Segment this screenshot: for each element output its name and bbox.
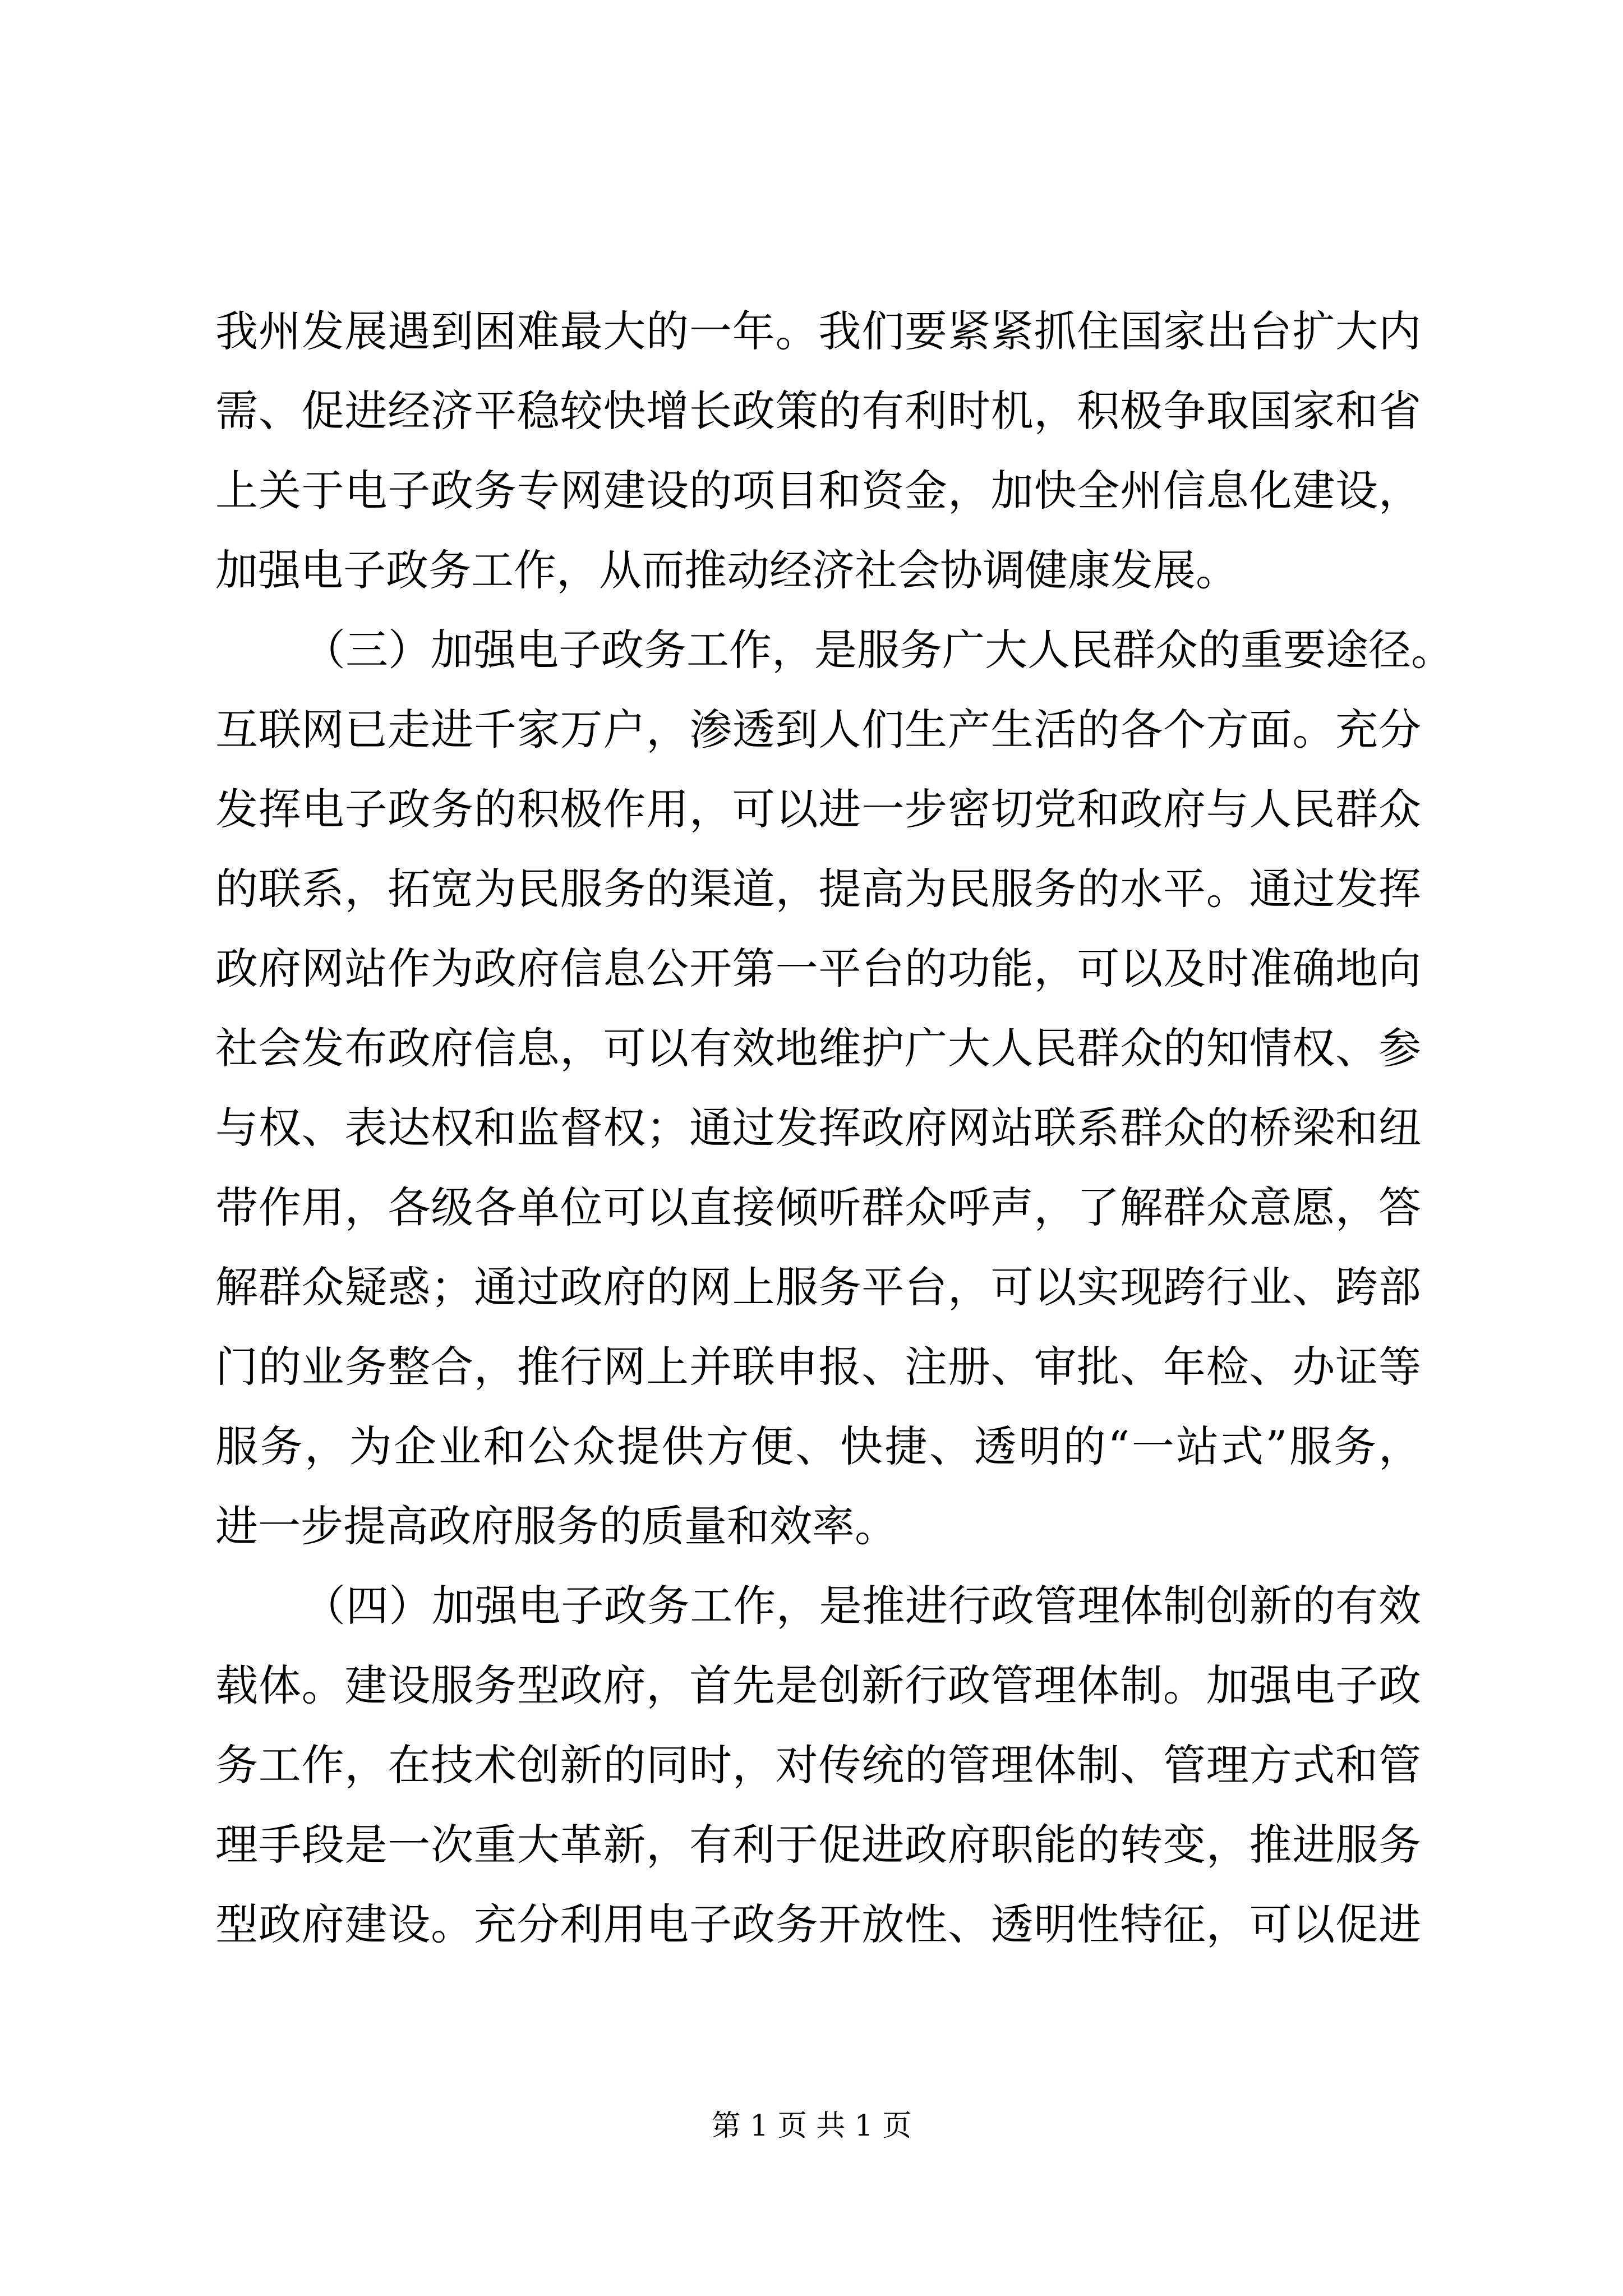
text-line: 的联系，拓宽为民服务的渠道，提高为民服务的水平。通过发挥 xyxy=(215,864,1421,914)
text-line: 社会发布政府信息，可以有效地维护广大人民群众的知情权、参 xyxy=(215,1023,1421,1073)
text-line: 载体。建设服务型政府，首先是创新行政管理体制。加强电子政 xyxy=(215,1660,1421,1710)
page-footer: 第 1 页 共 1 页 xyxy=(711,2109,912,2143)
text-line: 门的业务整合，推行网上并联申报、注册、审批、年检、办证等 xyxy=(215,1342,1421,1392)
text-line: 我州发展遇到困难最大的一年。我们要紧紧抓住国家出台扩大内 xyxy=(215,306,1421,356)
text-line: 解群众疑惑；通过政府的网上服务平台，可以实现跨行业、跨部 xyxy=(215,1262,1421,1312)
paragraph-heading-3: （三）加强电子政务工作，是服务广大人民群众的重要途径。 xyxy=(303,625,1454,675)
text-line: 带作用，各级各单位可以直接倾听群众呼声，了解群众意愿，答 xyxy=(215,1182,1421,1232)
paragraph-heading-4: （四）加强电子政务工作，是推进行政管理体制创新的有效 xyxy=(303,1581,1421,1631)
text-line: 需、促进经济平稳较快增长政策的有利时机，积极争取国家和省 xyxy=(215,386,1421,436)
text-line: 理手段是一次重大革新，有利于促进政府职能的转变，推进服务 xyxy=(215,1820,1421,1870)
text-line: 与权、表达权和监督权；通过发挥政府网站联系群众的桥梁和纽 xyxy=(215,1103,1421,1153)
text-line: 加强电子政务工作，从而推动经济社会协调健康发展。 xyxy=(215,545,1238,595)
text-line: 上关于电子政务专网建设的项目和资金，加快全州信息化建设， xyxy=(215,466,1421,516)
text-line: 务工作，在技术创新的同时，对传统的管理体制、管理方式和管 xyxy=(215,1740,1421,1790)
text-line: 互联网已走进千家万户，渗透到人们生产生活的各个方面。充分 xyxy=(215,705,1421,754)
text-line: 进一步提高政府服务的质量和效率。 xyxy=(215,1501,897,1551)
text-line: 型政府建设。充分利用电子政务开放性、透明性特征，可以促进 xyxy=(215,1899,1421,1949)
text-line: 发挥电子政务的积极作用，可以进一步密切党和政府与人民群众 xyxy=(215,784,1421,834)
text-line: 政府网站作为政府信息公开第一平台的功能，可以及时准确地向 xyxy=(215,944,1421,993)
text-line: 服务，为企业和公众提供方便、快捷、透明的“一站式”服务， xyxy=(215,1421,1421,1471)
body-text xyxy=(215,292,1454,1964)
